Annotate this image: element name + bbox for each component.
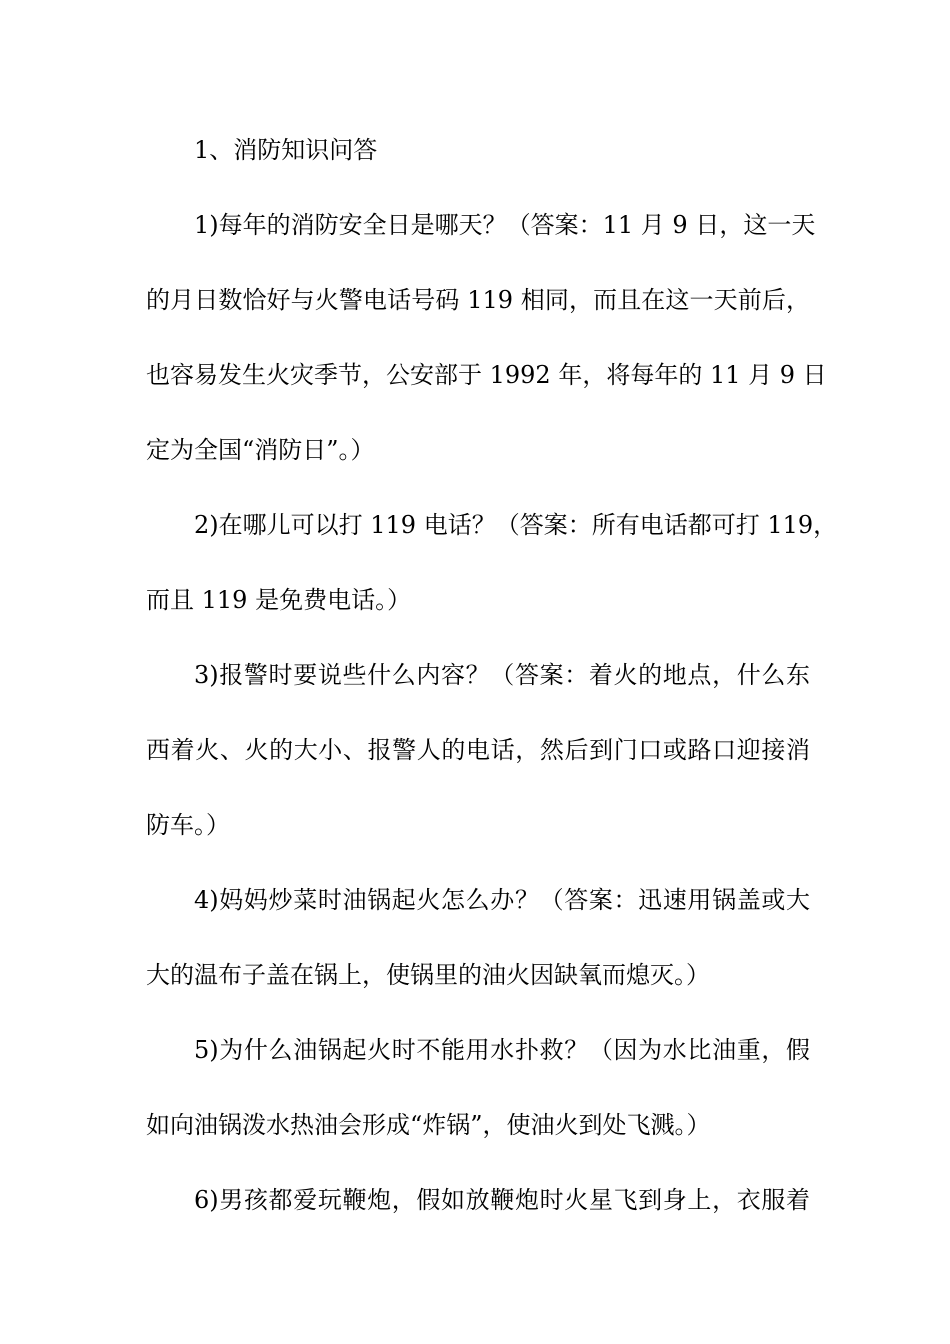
question-4-line-2: 大的温布子盖在锅上，使锅里的油火因缺氧而熄灭。） (146, 961, 710, 989)
question-3-line-1: 3)报警时要说些什么内容？（答案：着火的地点，什么东 (194, 661, 810, 689)
question-1-line-1: 1)每年的消防安全日是哪天？（答案：11 月 9 日，这一天 (194, 211, 816, 239)
question-4-line-1: 4)妈妈炒菜时油锅起火怎么办？（答案：迅速用锅盖或大 (194, 886, 810, 914)
question-6-line-1: 6)男孩都爱玩鞭炮，假如放鞭炮时火星飞到身上，衣服着 (194, 1186, 810, 1214)
question-3-line-2: 西着火、火的大小、报警人的电话，然后到门口或路口迎接消 (146, 736, 810, 764)
question-1-line-2: 的月日数恰好与火警电话号码 119 相同，而且在这一天前后， (146, 286, 810, 314)
question-1-line-4: 定为全国“消防日”。） (146, 436, 375, 464)
question-5-line-2: 如向油锅泼水热油会形成“炸锅”，使油火到处飞溅。） (146, 1111, 711, 1139)
question-2-line-1: 2)在哪儿可以打 119 电话？（答案：所有电话都可打 119， (194, 511, 838, 539)
question-5-line-1: 5)为什么油锅起火时不能用水扑救？（因为水比油重，假 (194, 1036, 810, 1064)
section-heading: 1、消防知识问答 (194, 136, 378, 164)
question-3-line-3: 防车。） (146, 811, 230, 839)
question-1-line-3: 也容易发生火灾季节，公安部于 1992 年，将每年的 11 月 9 日 (146, 361, 827, 389)
question-2-line-2: 而且 119 是免费电话。） (146, 586, 412, 614)
